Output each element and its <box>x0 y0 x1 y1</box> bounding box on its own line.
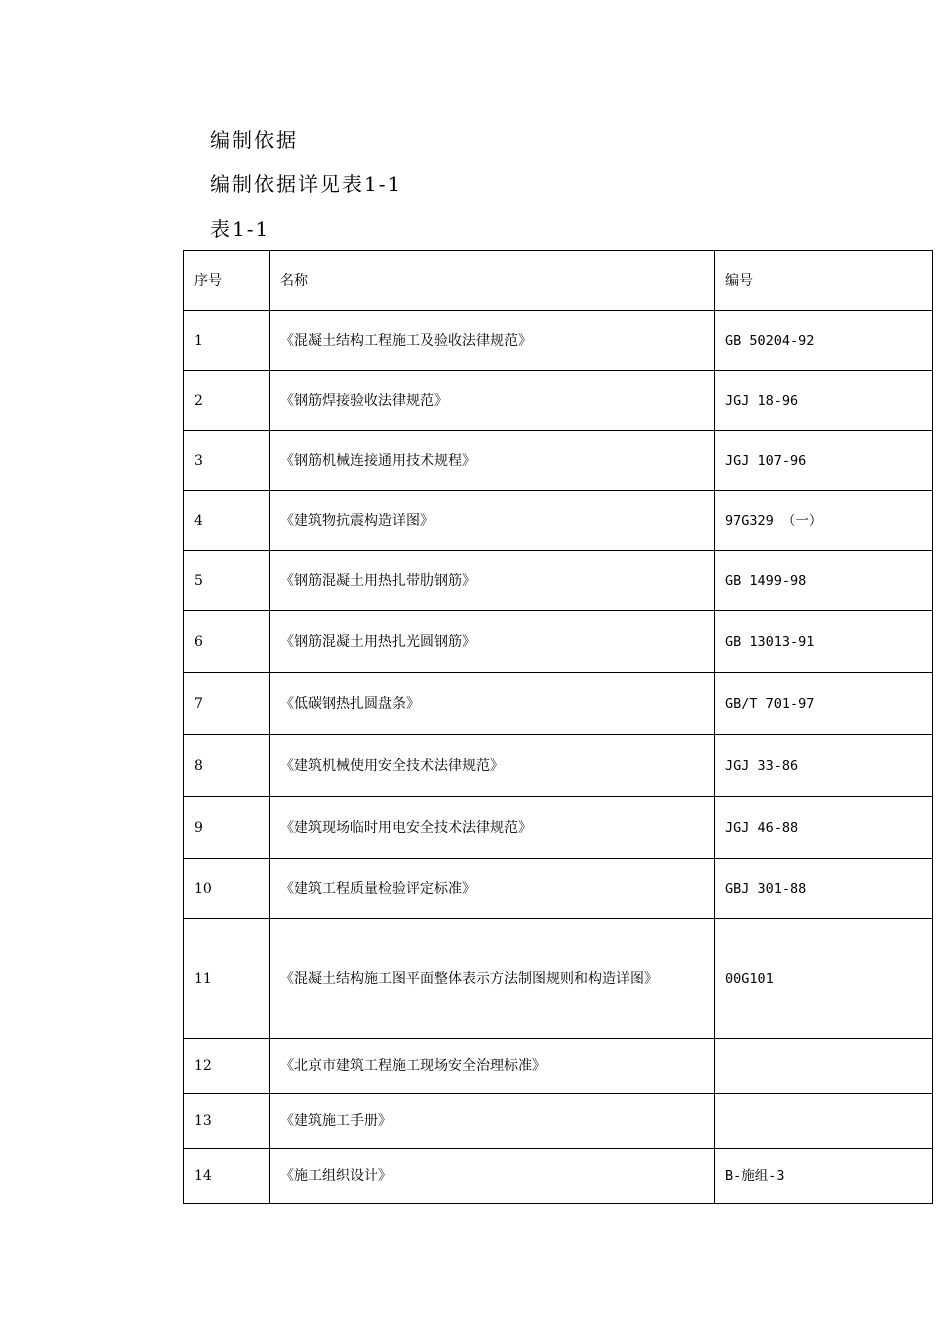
table-row <box>184 797 933 859</box>
row-code: GB 1499-98 <box>715 551 933 611</box>
table-row <box>184 431 933 491</box>
row-code: GB/T 701-97 <box>715 673 933 735</box>
row-name: 《钢筋机械连接通用技术规程》 <box>270 431 715 491</box>
table-row <box>184 311 933 371</box>
row-no: 8 <box>184 735 270 797</box>
table-header-row <box>184 251 933 311</box>
row-no: 7 <box>184 673 270 735</box>
header-code: 编号 <box>715 251 933 311</box>
row-name: 《施工组织设计》 <box>270 1149 715 1204</box>
table-row <box>184 491 933 551</box>
row-no: 12 <box>184 1039 270 1094</box>
row-code: GB 13013-91 <box>715 611 933 673</box>
row-name: 《北京市建筑工程施工现场安全治理标准》 <box>270 1039 715 1094</box>
table-row <box>184 1094 933 1149</box>
row-name: 《建筑物抗震构造详图》 <box>270 491 715 551</box>
row-no: 11 <box>184 919 270 1039</box>
intro-text: 编制依据详见表1-1 <box>210 172 403 196</box>
table-row <box>184 859 933 919</box>
row-name: 《建筑现场临时用电安全技术法律规范》 <box>270 797 715 859</box>
section-heading: 编制依据 <box>210 128 298 152</box>
header-name: 名称 <box>270 251 715 311</box>
row-code: GBJ 301-88 <box>715 859 933 919</box>
row-code: B-施组-3 <box>715 1149 933 1204</box>
table-row <box>184 551 933 611</box>
row-code: JGJ 107-96 <box>715 431 933 491</box>
table-row <box>184 1039 933 1094</box>
row-no: 6 <box>184 611 270 673</box>
row-name: 《混凝土结构施工图平面整体表示方法制图规则和构造详图》 <box>270 919 715 1039</box>
table-row <box>184 673 933 735</box>
row-name: 《钢筋焊接验收法律规范》 <box>270 371 715 431</box>
row-name: 《低碳钢热扎圆盘条》 <box>270 673 715 735</box>
row-no: 9 <box>184 797 270 859</box>
row-code <box>715 1094 933 1149</box>
table-row <box>184 735 933 797</box>
row-no: 5 <box>184 551 270 611</box>
row-no: 4 <box>184 491 270 551</box>
row-name: 《钢筋混凝土用热扎带肋钢筋》 <box>270 551 715 611</box>
table-row <box>184 371 933 431</box>
row-code: 97G329 （一） <box>715 491 933 551</box>
row-code: JGJ 46-88 <box>715 797 933 859</box>
row-no: 3 <box>184 431 270 491</box>
basis-table <box>183 250 933 1204</box>
row-no: 13 <box>184 1094 270 1149</box>
row-code: GB 50204-92 <box>715 311 933 371</box>
table-row <box>184 1149 933 1204</box>
row-code: JGJ 18-96 <box>715 371 933 431</box>
table-row <box>184 611 933 673</box>
row-no: 2 <box>184 371 270 431</box>
table-caption: 表1-1 <box>210 217 271 241</box>
row-code: 00G101 <box>715 919 933 1039</box>
row-no: 1 <box>184 311 270 371</box>
row-name: 《建筑机械使用安全技术法律规范》 <box>270 735 715 797</box>
row-code <box>715 1039 933 1094</box>
row-name: 《建筑工程质量检验评定标准》 <box>270 859 715 919</box>
header-no: 序号 <box>184 251 270 311</box>
row-no: 14 <box>184 1149 270 1204</box>
row-name: 《建筑施工手册》 <box>270 1094 715 1149</box>
row-name: 《混凝土结构工程施工及验收法律规范》 <box>270 311 715 371</box>
row-no: 10 <box>184 859 270 919</box>
table-row <box>184 919 933 1039</box>
row-code: JGJ 33-86 <box>715 735 933 797</box>
row-name: 《钢筋混凝土用热扎光圆钢筋》 <box>270 611 715 673</box>
